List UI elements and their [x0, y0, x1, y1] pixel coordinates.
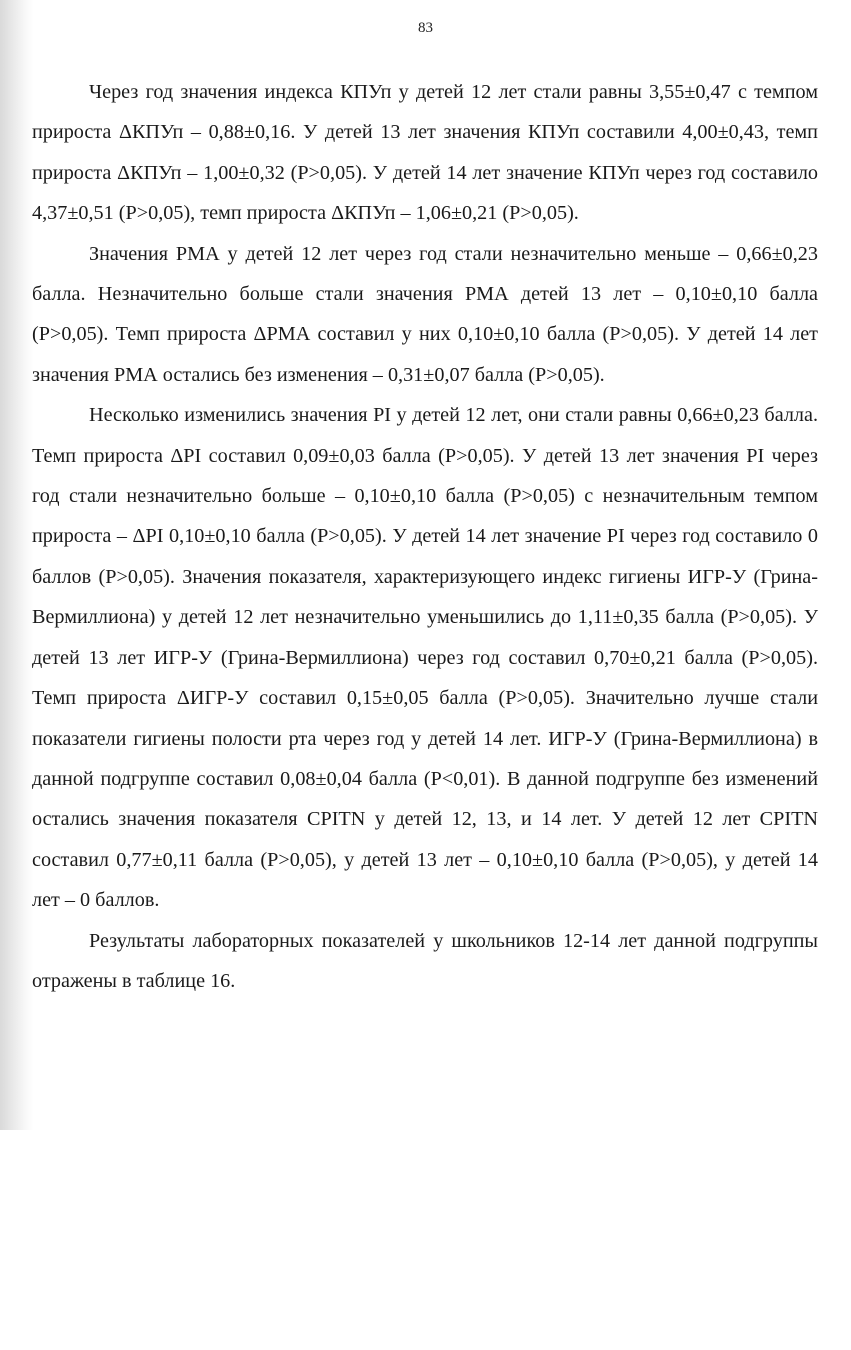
binding-shadow [0, 0, 34, 1130]
body-text [32, 72, 818, 1001]
paragraph-lab-results: Результаты лабораторных показателей у школьников 12-14 лет данной подгруппы отражены в таблице 16. [32, 929, 818, 992]
paragraph-pma: Значения РМА у детей 12 лет через год стали незначительно меньше – 0,66±0,23 балла. Незначительно больше стали значения РМА детей 13 лет – 0,10±0,10 балла (Р>0,05). Темп прироста ΔРМА составил у них 0,10±0,10 балла (Р>0,05). У детей 14 лет значения РМА остались без изменения – 0,31±0,07 балла (Р>0,05). [32, 242, 818, 386]
paragraph-kpu: Через год значения индекса КПУп у детей 12 лет стали равны 3,55±0,47 с темпом прироста ΔКПУп – 0,88±0,16. У детей 13 лет значения КПУп составили 4,00±0,43, темп прироста ΔКПУп – 1,00±0,32 (Р>0,05). У детей 14 лет значение КПУп через год составило 4,37±0,51 (Р>0,05), темп прироста ΔКПУп – 1,06±0,21 (Р>0,05). [32, 81, 818, 225]
paragraph-pi-hygiene: Несколько изменились значения PI у детей 12 лет, они стали равны 0,66±0,23 балла. Темп прироста ΔPI составил 0,09±0,03 балла (Р>0,05). У детей 13 лет значения PI через год стали незначительно больше – 0,10±0,10 балла (Р>0,05) с незначительным темпом прироста – ΔPI 0,10±0,10 балла (Р>0,05). У детей 14 лет значение PI через год составило 0 баллов (Р>0,05). Значения показателя, характеризующего индекс гигиены ИГР-У (Грина-Вермиллиона) у детей 12 лет незначительно уменьшились до 1,11±0,35 балла (Р>0,05). У детей 13 лет ИГР-У (Грина-Вермиллиона) через год составил 0,70±0,21 балла (Р>0,05). Темп прироста ΔИГР-У составил 0,15±0,05 балла (Р>0,05). Значительно лучше стали показатели гигиены полости рта через год у детей 14 лет. ИГР-У (Грина-Вермиллиона) в данной подгруппе составил 0,08±0,04 балла (Р<0,01). В данной подгруппе без изменений остались значения показателя CPITN у детей 12, 13, и 14 лет. У детей 12 лет CPITN составил 0,77±0,11 балла (Р>0,05), у детей 13 лет – 0,10±0,10 балла (Р>0,05), у детей 14 лет – 0 баллов. [32, 404, 818, 912]
page-number: 83 [418, 20, 433, 36]
